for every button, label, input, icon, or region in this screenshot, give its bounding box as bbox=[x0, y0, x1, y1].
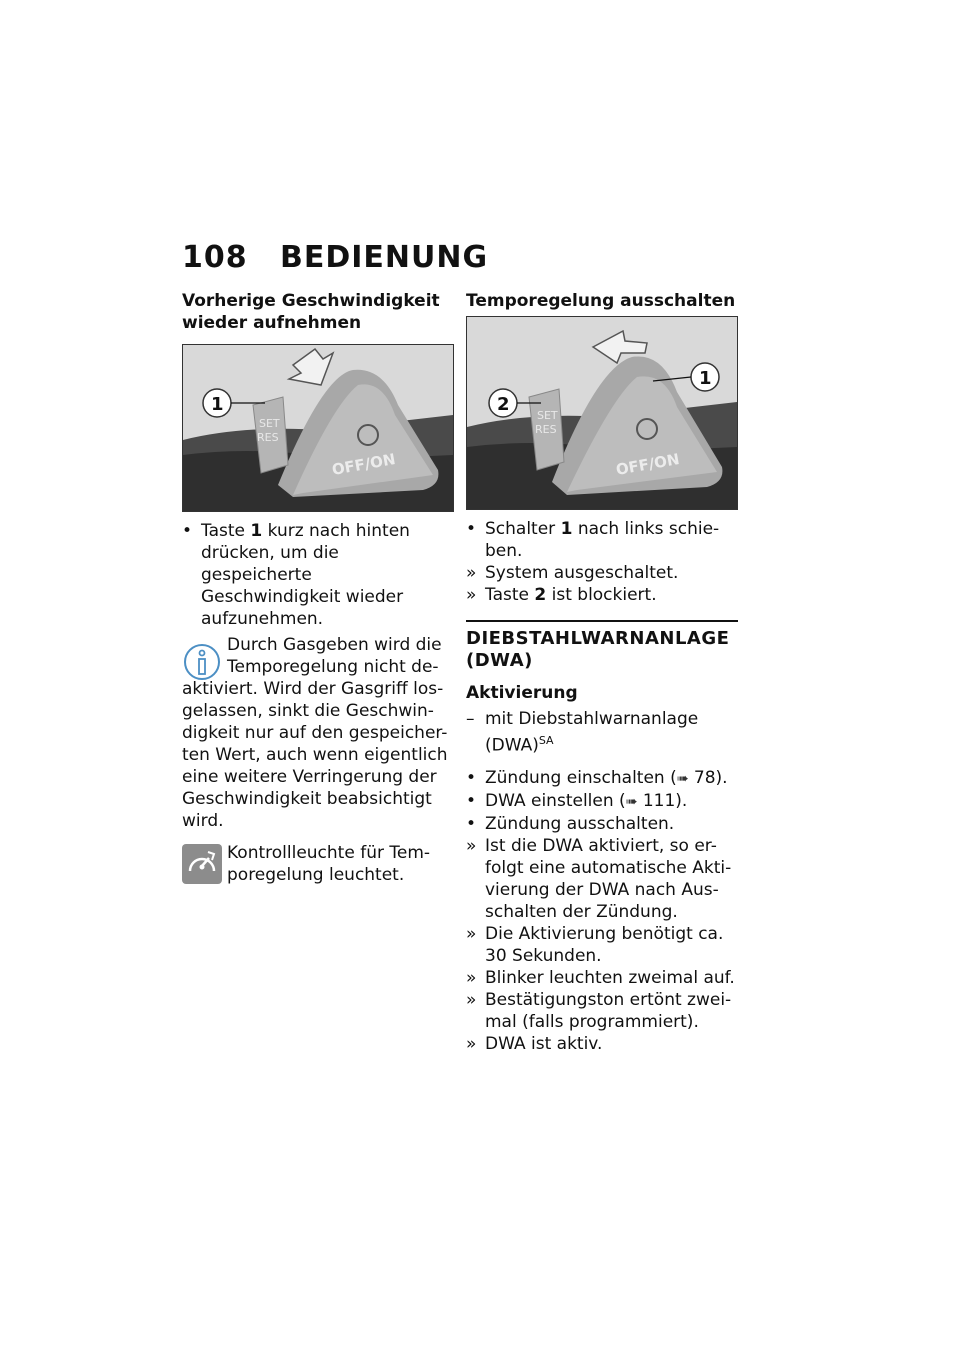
left-column bbox=[182, 290, 454, 886]
cruise-control-indicator-icon bbox=[182, 844, 222, 884]
callout-1: 1 bbox=[211, 394, 224, 415]
off-on-label: OFF/ON bbox=[330, 450, 397, 479]
dwa-section-title: DIEBSTAHLWARNANLAGE (DWA) bbox=[466, 628, 730, 671]
cruise-off-step: • Schalter 1 nach links schie-ben. bbox=[466, 519, 720, 561]
info-note-first: Durch Gasgeben wird die Temporegelung nicht de- bbox=[227, 635, 442, 677]
result-item: » Taste 2 ist blockiert. bbox=[466, 585, 657, 605]
dwa-result: » Die Aktivierung benötigt ca. 30 Sekunden. bbox=[466, 923, 724, 966]
res-label: RES bbox=[257, 431, 279, 444]
info-icon bbox=[182, 642, 222, 682]
cruise-off-figure bbox=[466, 316, 738, 510]
indicator-note-text: Kontrollleuchte für Tem-poregelung leuchtet. bbox=[227, 843, 431, 885]
handlebar-switch-illustration bbox=[183, 345, 453, 511]
page-reference-arrow-icon[interactable]: ➠ bbox=[676, 770, 689, 787]
result-item: » System ausgeschaltet. bbox=[466, 563, 679, 583]
set-label-2: SET bbox=[537, 409, 558, 422]
condition-item: – mit Diebstahlwarnanlage (DWA)$^{SA}$ bbox=[466, 709, 699, 756]
dwa-step: • Zündung einschalten (➠ 78). bbox=[466, 767, 728, 788]
handlebar-switch-illustration-2 bbox=[467, 317, 737, 509]
chapter-title: BEDIENUNG bbox=[280, 240, 489, 275]
dwa-step: • Zündung ausschalten. bbox=[466, 813, 675, 834]
dwa-result: » Ist die DWA aktiviert, so er-folgt eine automatische Akti-vierung der DWA nach Aus-schalten der Zündung. bbox=[466, 835, 732, 922]
page-reference-arrow-icon[interactable]: ➠ bbox=[625, 793, 638, 810]
resume-step: • Taste 1 kurz nach hinten drücken, um die gespeicherte Geschwindigkeit wieder aufzunehmen. bbox=[182, 521, 410, 629]
dwa-step: • DWA einstellen (➠ 111). bbox=[466, 790, 688, 811]
info-note-rest: aktiviert. Wird der Gasgriff los-gelassen, sinkt die Geschwin-digkeit nur auf den gespeicher-ten Wert, auch wenn eigentlich eine weitere Verringerung der Geschwindigkeit beabsichtigt wird. bbox=[182, 679, 448, 831]
indicator-note bbox=[182, 842, 454, 886]
callout-1b: 1 bbox=[699, 368, 712, 389]
page-number: 108 bbox=[182, 240, 248, 275]
section-divider bbox=[466, 620, 738, 622]
off-on-label-2: OFF/ON bbox=[614, 450, 681, 479]
dwa-result: » Bestätigungston ertönt zwei-mal (falls programmiert). bbox=[466, 989, 732, 1032]
activation-heading: Aktivierung bbox=[466, 683, 578, 703]
res-label-2: RES bbox=[535, 423, 557, 436]
dwa-result: » DWA ist aktiv. bbox=[466, 1033, 603, 1054]
cruise-off-heading: Temporegelung ausschalten bbox=[466, 291, 736, 311]
page-header bbox=[182, 240, 488, 275]
info-note bbox=[182, 634, 454, 832]
resume-button-figure bbox=[182, 344, 454, 512]
resume-speed-heading: Vorherige Geschwindigkeit wieder aufnehmen bbox=[182, 291, 440, 333]
set-label: SET bbox=[259, 417, 280, 430]
callout-2: 2 bbox=[497, 394, 510, 415]
dwa-result: » Blinker leuchten zweimal auf. bbox=[466, 967, 735, 988]
right-column bbox=[466, 290, 738, 1055]
